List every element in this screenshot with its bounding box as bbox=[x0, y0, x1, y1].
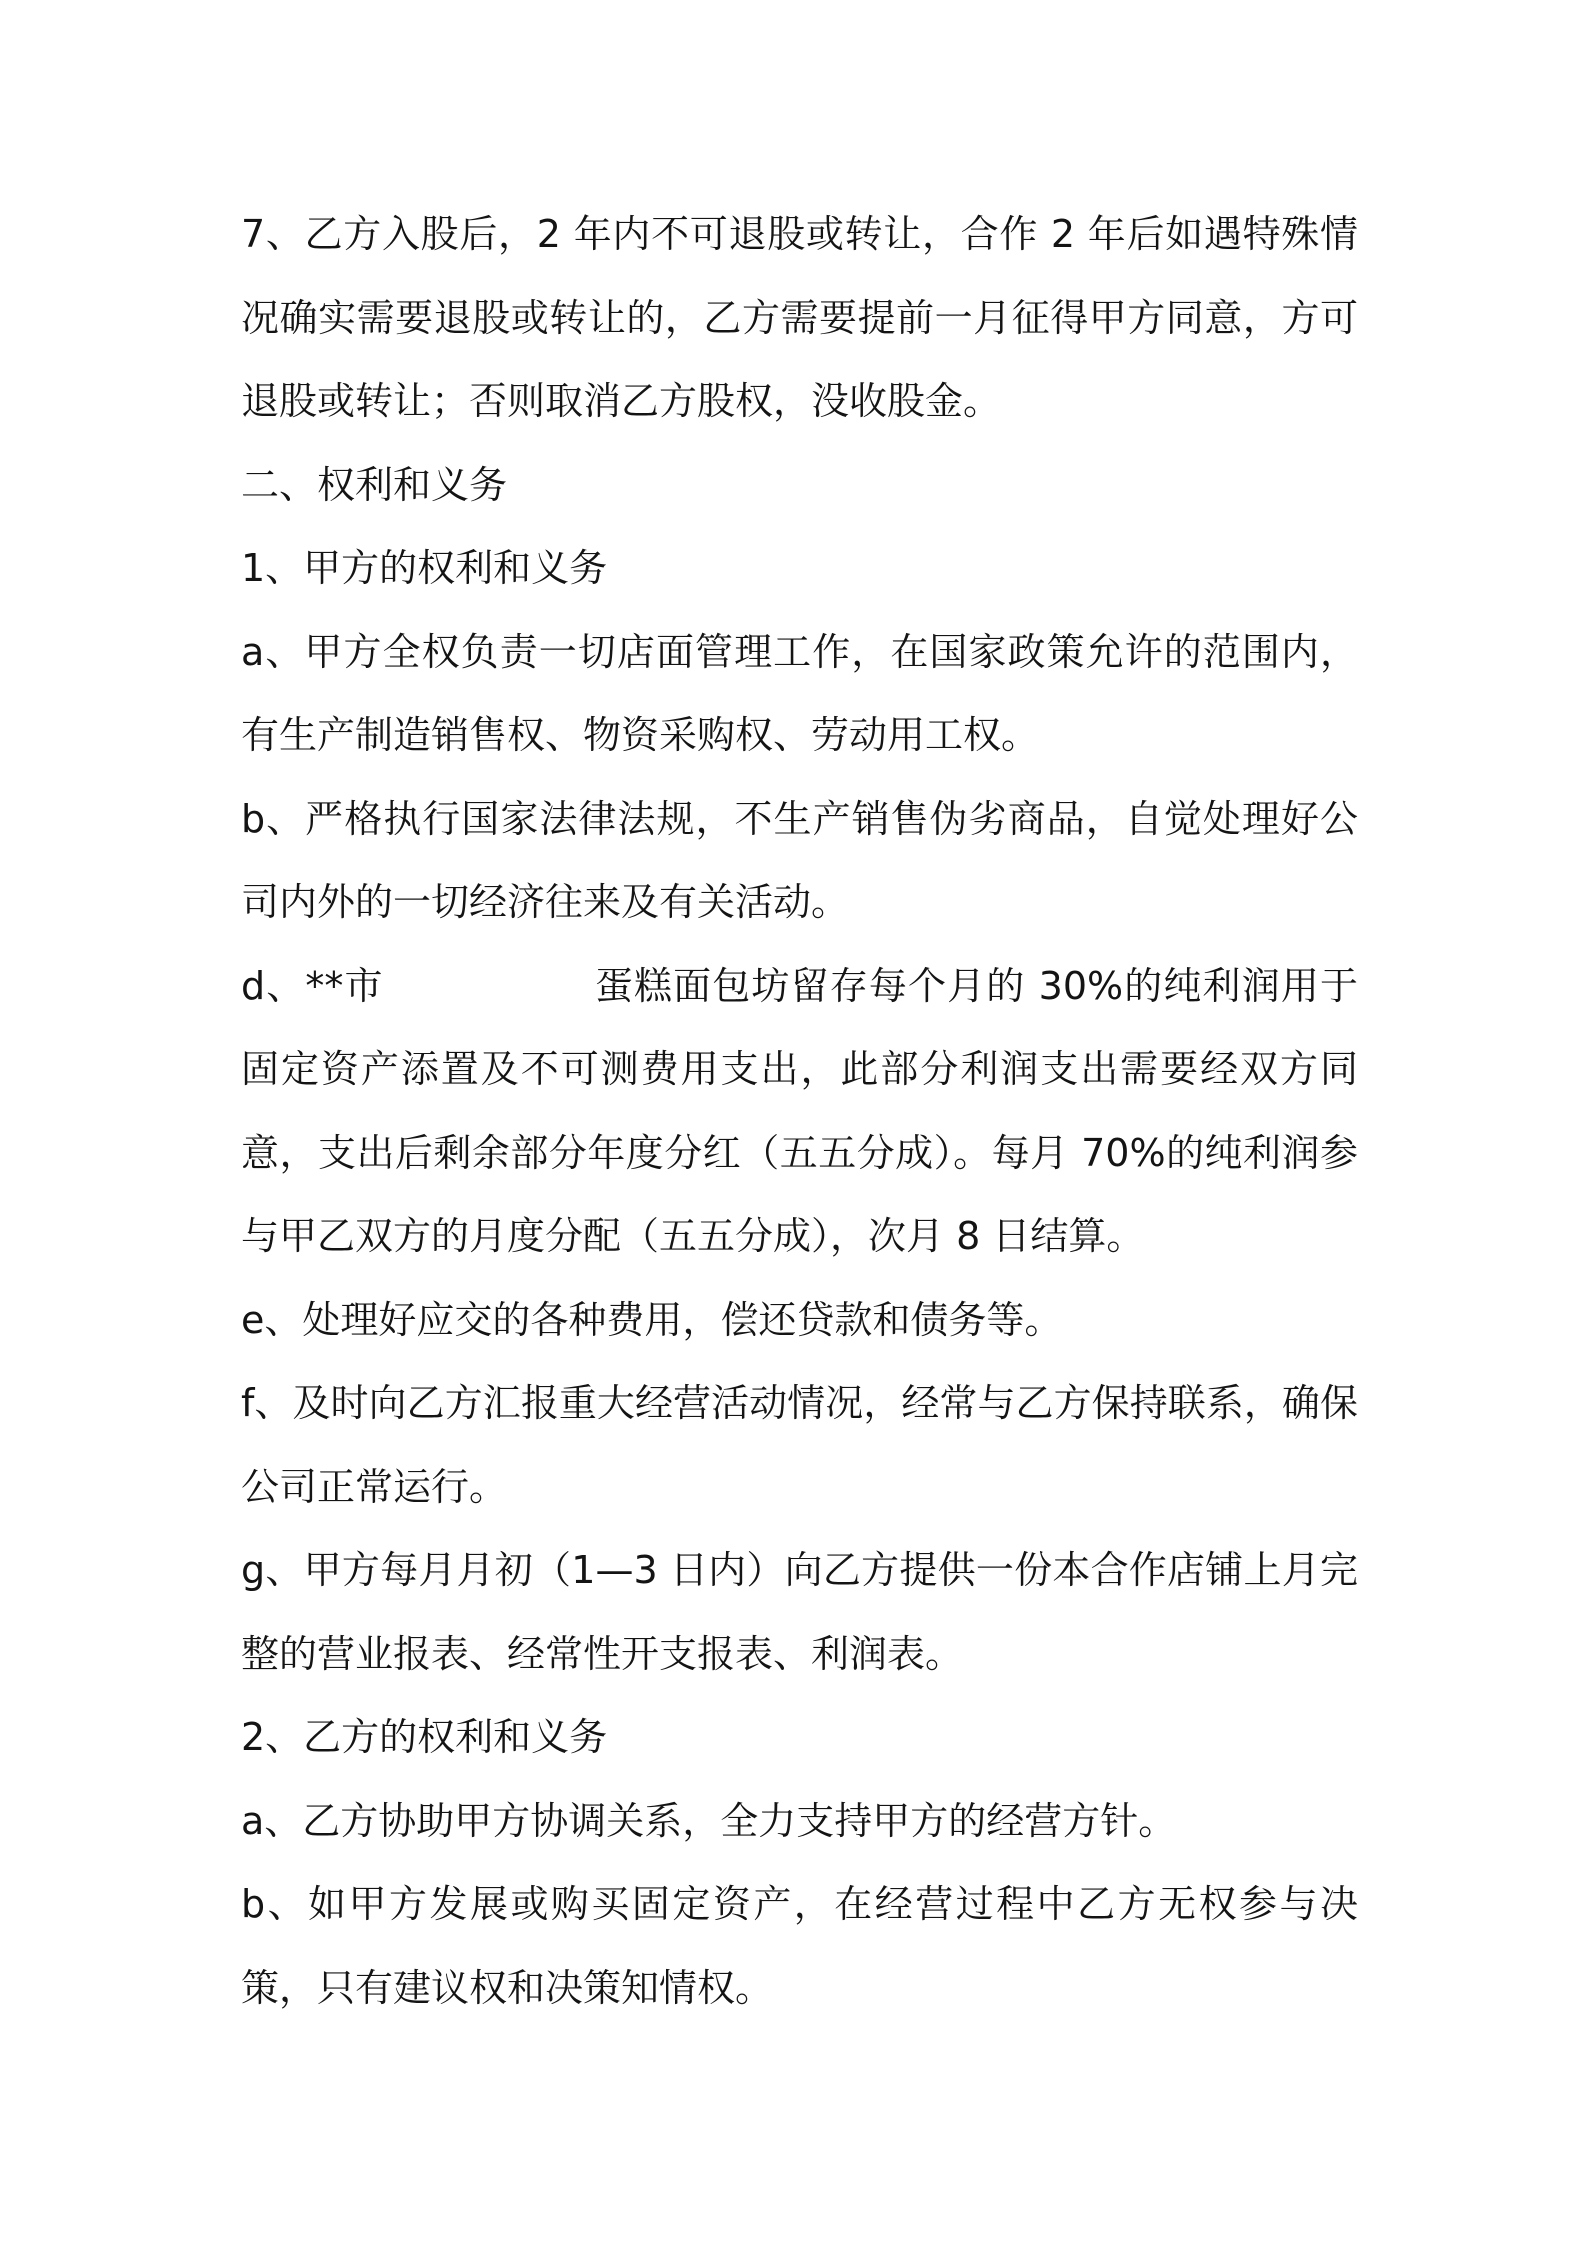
clause-a-party-b: a、乙方协助甲方协调关系，全力支持甲方的经营方针。 bbox=[241, 1798, 1177, 1843]
clause-d-prefix: d、**市 bbox=[241, 963, 384, 1008]
clause-f-party-a: f、及时向乙方汇报重大经营活动情况，经常与乙方保持联系，确保公司正常运行。 bbox=[241, 1381, 1358, 1509]
clause-b-party-a: b、严格执行国家法律法规，不生产销售伪劣商品，自觉处理好公司内外的一切经济往来及有关活动。 bbox=[241, 796, 1358, 924]
clause-d-party-a bbox=[241, 945, 1358, 1279]
clause-d-body: 蛋糕面包坊留存每个月的 30%的纯利润用于固定资产添置及不可测费用支出，此部分利润支出需要经双方同意，支出后剩余部分年度分红（五五分成）。每月 70%的纯利润参与甲乙双方的月度分配（五五分成），次月 8 日结算。 bbox=[241, 963, 1358, 1258]
clause-a-party-a: a、甲方全权负责一切店面管理工作，在国家政策允许的范围内，有生产制造销售权、物资采购权、劳动用工权。 bbox=[241, 629, 1358, 757]
clause-g-party-a: g、甲方每月月初（1—3 日内）向乙方提供一份本合作店铺上月完整的营业报表、经常性开支报表、利润表。 bbox=[241, 1548, 1358, 1676]
document-body bbox=[241, 193, 1358, 2030]
subsection-heading-party-a: 1、甲方的权利和义务 bbox=[241, 546, 608, 590]
subsection-heading-party-b: 2、乙方的权利和义务 bbox=[241, 1715, 608, 1759]
clause-b-party-b: b、如甲方发展或购买固定资产，在经营过程中乙方无权参与决策，只有建议权和决策知情权。 bbox=[241, 1882, 1358, 2010]
clause-7: 7、乙方入股后，2 年内不可退股或转让，合作 2 年后如遇特殊情况确实需要退股或转让的，乙方需要提前一月征得甲方同意，方可退股或转让；否则取消乙方股权，没收股金。 bbox=[241, 212, 1358, 423]
section-heading-rights-obligations: 二、权利和义务 bbox=[241, 462, 508, 507]
clause-e-party-a: e、处理好应交的各种费用，偿还贷款和债务等。 bbox=[241, 1297, 1063, 1342]
